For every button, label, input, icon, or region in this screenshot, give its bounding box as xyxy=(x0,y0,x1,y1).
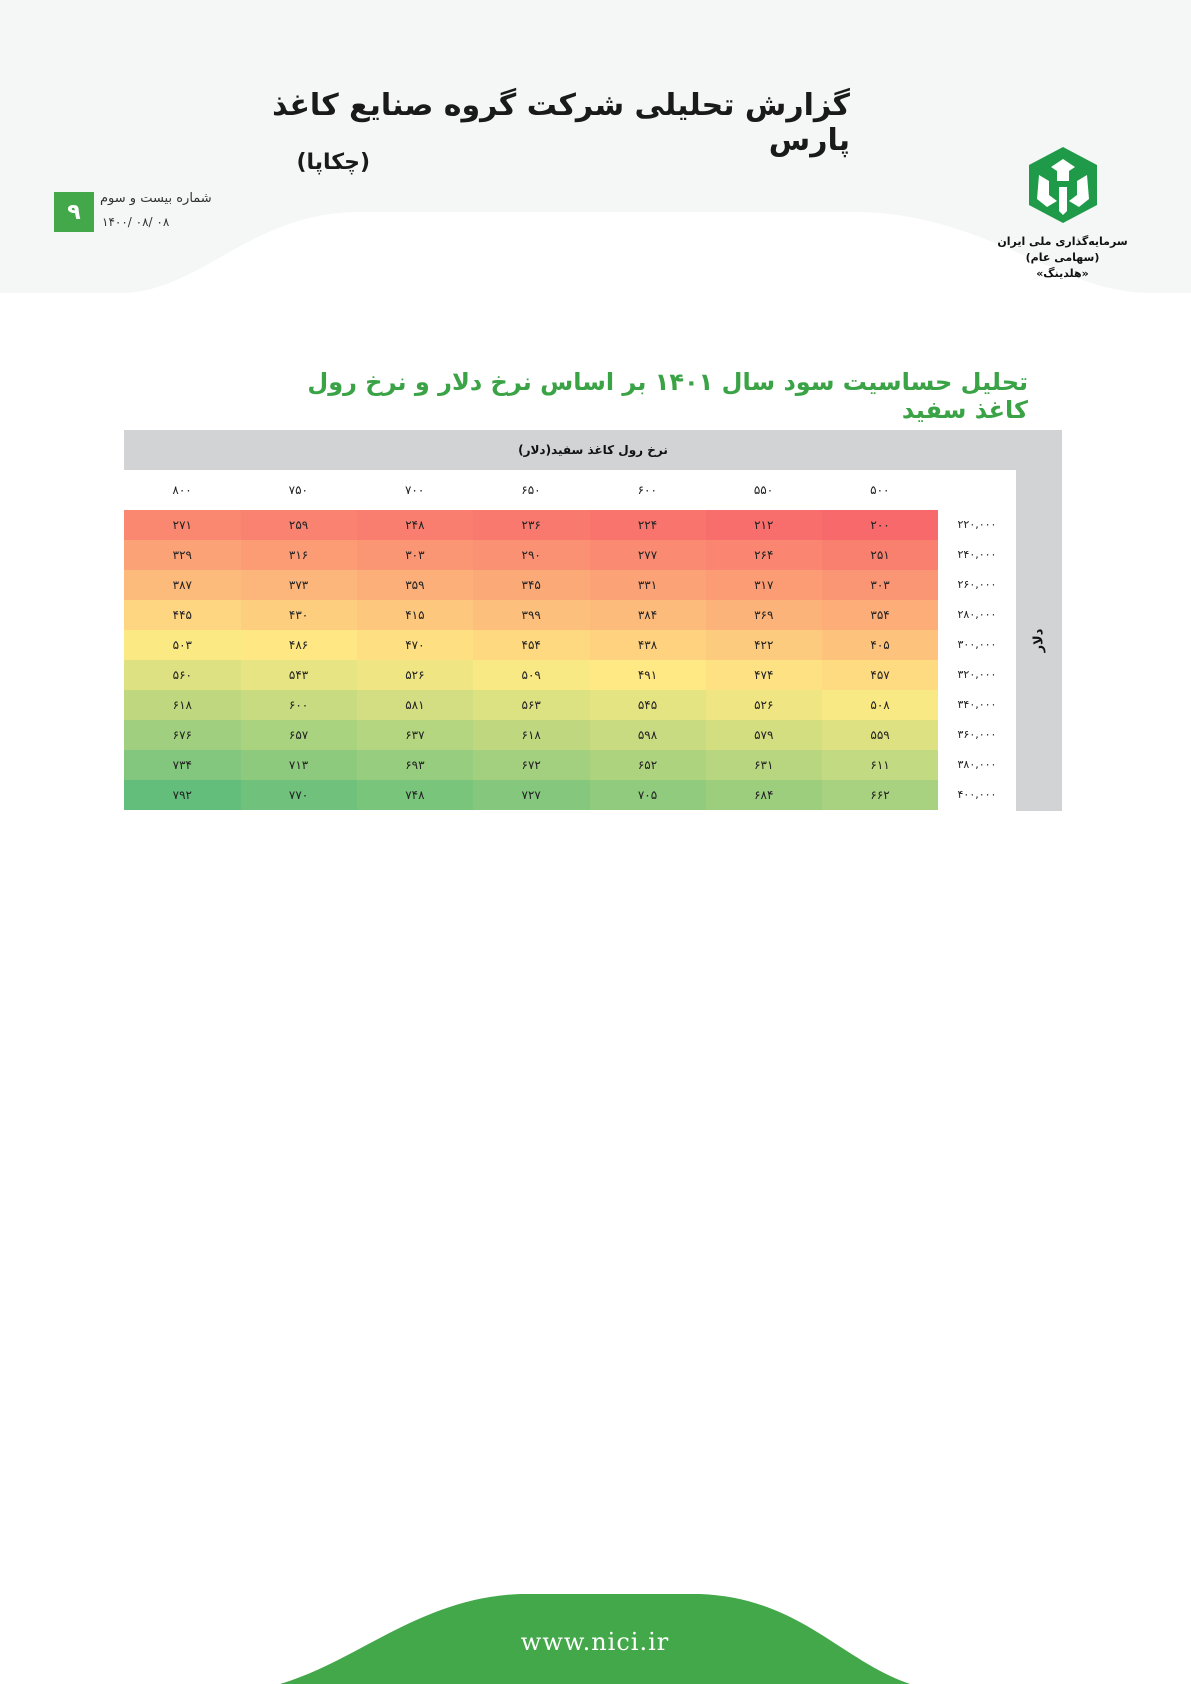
table-cell: ۴۷۴ xyxy=(705,660,822,690)
table-cell: ۴۱۵ xyxy=(357,600,474,630)
issue-date: ۱۴۰۰/ ۰۸/ ۰۸ xyxy=(102,215,170,229)
table-cell: ۲۷۷ xyxy=(589,540,706,570)
table-cell: ۳۱۶ xyxy=(240,540,357,570)
column-header: ۸۰۰ xyxy=(172,483,192,497)
table-cell: ۷۱۳ xyxy=(240,750,357,780)
table-cell: ۳۸۴ xyxy=(589,600,706,630)
table-cell: ۶۳۱ xyxy=(705,750,822,780)
logo-caption-line1: سرمایه‌گذاری ملی ایران (سهامی عام) xyxy=(997,235,1128,264)
table-cell: ۴۵۴ xyxy=(473,630,590,660)
footer-url: www.nici.ir xyxy=(520,1628,670,1656)
table-cell: ۳۵۴ xyxy=(822,600,939,630)
table-cell: ۷۲۷ xyxy=(473,780,590,810)
table-cell: ۴۵۷ xyxy=(822,660,939,690)
row-label: ۳۰۰,۰۰۰ xyxy=(957,638,997,651)
table-cell: ۶۱۱ xyxy=(822,750,939,780)
column-header: ۷۵۰ xyxy=(288,483,308,497)
table-cell: ۵۷۹ xyxy=(705,720,822,750)
table-cell: ۷۹۲ xyxy=(124,780,241,810)
table-cell: ۶۵۲ xyxy=(589,750,706,780)
table-cell: ۶۵۷ xyxy=(240,720,357,750)
table-cell: ۶۶۲ xyxy=(822,780,939,810)
table-cell: ۵۸۱ xyxy=(357,690,474,720)
row-label: ۲۲۰,۰۰۰ xyxy=(957,518,997,531)
table-cell: ۵۰۳ xyxy=(124,630,241,660)
table-cell: ۴۷۰ xyxy=(357,630,474,660)
table-cell: ۳۷۳ xyxy=(240,570,357,600)
column-header: ۶۰۰ xyxy=(637,483,657,497)
table-cell: ۷۴۸ xyxy=(357,780,474,810)
issue-number-badge: ۹ xyxy=(54,192,94,232)
table-cell: ۶۱۸ xyxy=(473,720,590,750)
table-cell: ۳۰۳ xyxy=(357,540,474,570)
table-cell: ۴۰۵ xyxy=(822,630,939,660)
table-cell: ۲۶۴ xyxy=(705,540,822,570)
table-cell: ۲۵۹ xyxy=(240,510,357,540)
table-cell: ۵۴۳ xyxy=(240,660,357,690)
row-label: ۳۴۰,۰۰۰ xyxy=(957,698,997,711)
table-cell: ۳۶۹ xyxy=(705,600,822,630)
table-cell: ۲۹۰ xyxy=(473,540,590,570)
table-cell: ۳۴۵ xyxy=(473,570,590,600)
column-header: ۶۵۰ xyxy=(521,483,541,497)
table-cell: ۵۴۵ xyxy=(589,690,706,720)
table-cell: ۵۶۰ xyxy=(124,660,241,690)
table-cell: ۳۳۱ xyxy=(589,570,706,600)
table-cell: ۵۲۶ xyxy=(357,660,474,690)
table-cell: ۶۸۴ xyxy=(705,780,822,810)
row-axis-title: دلار xyxy=(1031,628,1047,653)
table-cell: ۴۴۵ xyxy=(124,600,241,630)
table-cell: ۴۳۰ xyxy=(240,600,357,630)
table-cell: ۲۱۲ xyxy=(705,510,822,540)
logo-caption xyxy=(975,234,1150,282)
column-header: ۵۵۰ xyxy=(753,483,774,497)
sensitivity-table xyxy=(124,470,1016,811)
table-cell: ۲۳۶ xyxy=(473,510,590,540)
row-label: ۲۴۰,۰۰۰ xyxy=(957,548,997,561)
table-cell: ۳۸۷ xyxy=(124,570,241,600)
table-cell: ۲۰۰ xyxy=(822,510,939,540)
table-cell: ۶۷۶ xyxy=(124,720,241,750)
table-cell: ۴۳۸ xyxy=(589,630,706,660)
nici-logo-icon xyxy=(1025,145,1101,225)
table-cell: ۶۳۷ xyxy=(357,720,474,750)
table-cell: ۵۰۸ xyxy=(822,690,939,720)
issue-label: شماره بیست و سوم xyxy=(100,191,212,206)
table-cell: ۲۲۴ xyxy=(589,510,706,540)
logo-caption-line2: «هلدینگ» xyxy=(1036,267,1089,280)
table-cell: ۵۲۶ xyxy=(705,690,822,720)
table-cell: ۶۹۳ xyxy=(357,750,474,780)
table-cell: ۳۵۹ xyxy=(357,570,474,600)
row-axis-title-wrapper xyxy=(1016,470,1062,811)
table-cell: ۶۷۲ xyxy=(473,750,590,780)
table-cell: ۷۷۰ xyxy=(240,780,357,810)
report-subtitle: (چکاپا) xyxy=(296,150,370,175)
table-cell: ۴۸۶ xyxy=(240,630,357,660)
report-title: گزارش تحلیلی شرکت گروه صنایع کاغذ پارس xyxy=(272,88,850,158)
table-cell: ۵۹۸ xyxy=(589,720,706,750)
table-cell: ۵۶۳ xyxy=(473,690,590,720)
table-cell: ۵۰۹ xyxy=(473,660,590,690)
table-cell: ۲۷۱ xyxy=(124,510,241,540)
table-cell: ۳۰۳ xyxy=(822,570,939,600)
table-cell: ۷۳۴ xyxy=(124,750,241,780)
row-label: ۲۸۰,۰۰۰ xyxy=(957,608,997,621)
row-label: ۳۶۰,۰۰۰ xyxy=(957,728,997,741)
table-cell: ۲۵۱ xyxy=(822,540,939,570)
row-label: ۳۸۰,۰۰۰ xyxy=(957,758,997,771)
row-label: ۲۶۰,۰۰۰ xyxy=(957,578,997,591)
table-cell: ۷۰۵ xyxy=(589,780,706,810)
table-cell: ۲۴۸ xyxy=(357,510,474,540)
table-cell: ۳۲۹ xyxy=(124,540,241,570)
table-cell: ۵۵۹ xyxy=(822,720,939,750)
table-cell: ۴۹۱ xyxy=(589,660,706,690)
section-title: تحلیل حساسیت سود سال ۱۴۰۱ بر اساس نرخ دلار و نرخ رول کاغذ سفید xyxy=(307,368,1028,424)
column-axis-title: نرخ رول کاغذ سفید(دلار) xyxy=(518,443,668,457)
column-header: ۵۰۰ xyxy=(870,483,890,497)
table-cell: ۶۱۸ xyxy=(124,690,241,720)
row-label: ۳۲۰,۰۰۰ xyxy=(957,668,997,681)
column-header: ۷۰۰ xyxy=(404,483,425,497)
row-label: ۴۰۰,۰۰۰ xyxy=(957,788,997,801)
table-cell: ۴۲۲ xyxy=(705,630,822,660)
table-cell: ۳۱۷ xyxy=(705,570,822,600)
table-cell: ۶۰۰ xyxy=(240,690,357,720)
table-cell: ۳۹۹ xyxy=(473,600,590,630)
